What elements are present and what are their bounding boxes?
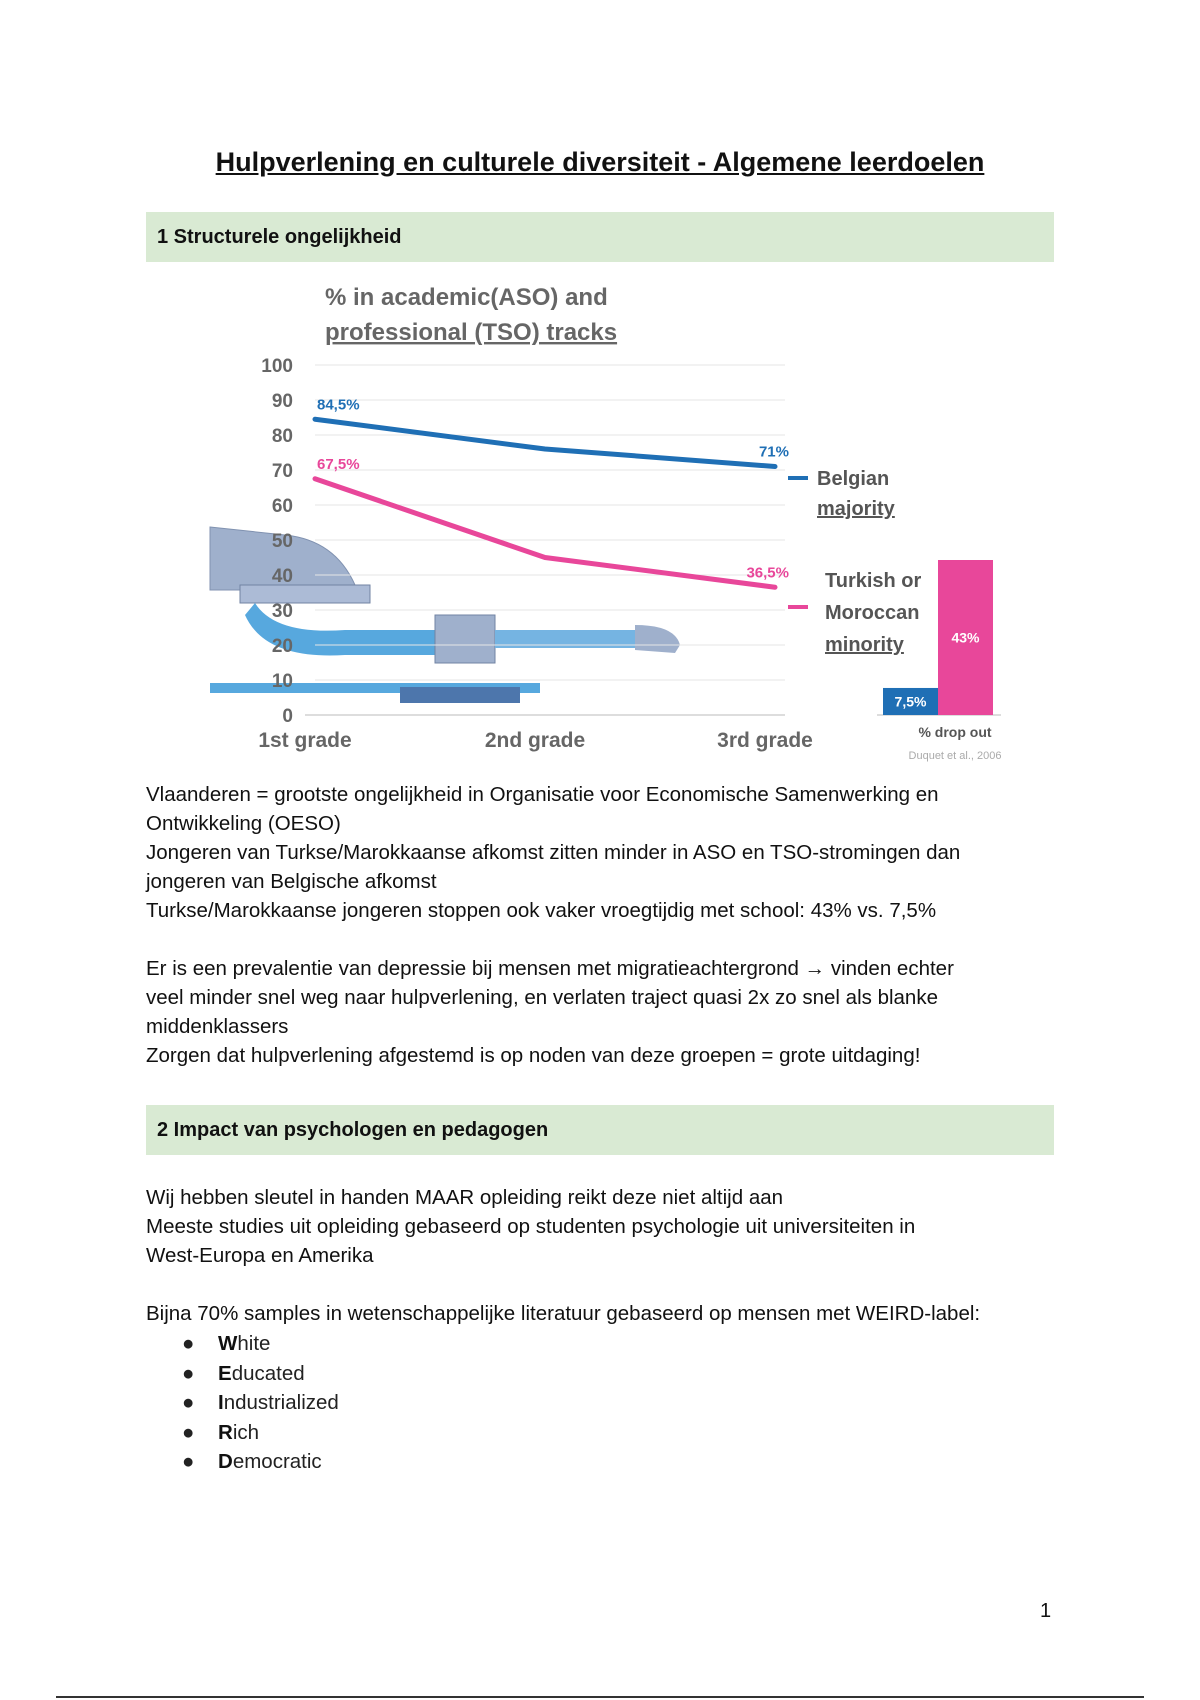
y-tick-label: 100 [261, 356, 293, 377]
data-label: 84,5% [317, 396, 360, 414]
data-label: 71% [758, 443, 789, 461]
dropout-bar-label: 7,5% [894, 693, 927, 710]
footer-divider [56, 1696, 1144, 1698]
y-tick-label: 30 [271, 601, 293, 622]
legend-label: Belgian [817, 468, 890, 490]
page-title: Hulpverlening en culturele diversiteit - Algemene leerdoelen [215, 147, 985, 177]
text-line: jongeren van Belgische afkomst [146, 870, 437, 893]
x-tick-label: 3rd grade [717, 729, 813, 752]
y-tick-label: 20 [271, 636, 293, 657]
list-item: ● Industrialized [182, 1388, 339, 1418]
text-line: middenklassers [146, 1015, 289, 1038]
y-tick-label: 80 [271, 426, 293, 447]
bullet-icon: ● [182, 1332, 195, 1355]
text-line: Jongeren van Turkse/Marokkaanse afkomst zitten minder in ASO en TSO-stromingen dan [146, 841, 961, 864]
list-item: ● Rich [182, 1418, 339, 1448]
legend-label: Turkish or [825, 570, 922, 592]
y-tick-label: 90 [271, 391, 293, 412]
x-tick-label: 2nd grade [484, 729, 586, 752]
section-1-paragraphs [146, 780, 1066, 1070]
bullet-icon: ● [182, 1450, 195, 1473]
series-line-minority [315, 479, 775, 588]
bullet-icon: ● [182, 1420, 195, 1444]
dropout-axis-label: % drop out [918, 724, 992, 740]
data-label: 36,5% [746, 564, 789, 582]
text-line: West-Europa en Amerika [146, 1244, 374, 1267]
bullet-icon: ● [182, 1391, 195, 1414]
y-tick-label: 50 [271, 531, 293, 552]
dropout-bar-label: 43% [951, 629, 980, 646]
legend-label: Moroccan [825, 602, 920, 624]
page-number: 1 [1040, 1600, 1052, 1622]
text-line: Meeste studies uit opleiding gebaseerd op studenten psychologie uit universiteiten in [146, 1215, 916, 1238]
list-item: ● Democratic [182, 1447, 339, 1477]
y-tick-label: 40 [271, 566, 293, 587]
bullet-icon: ● [182, 1361, 195, 1385]
text-line: Bijna 70% samples in wetenschappelijke literatuur gebaseerd op mensen met WEIRD-label: [146, 1302, 981, 1325]
section-heading-structural-inequality: 1 Structurele ongelijkheid [146, 212, 1054, 262]
y-tick-label: 10 [271, 671, 293, 692]
series-line-belgian [315, 419, 775, 466]
y-tick-label: 0 [282, 706, 293, 727]
legend-label: majority [817, 498, 895, 520]
section-heading-impact: 2 Impact van psychologen en pedagogen [146, 1105, 1054, 1155]
text-line: Er is een prevalentie van depressie bij mensen met migratieachtergrond → vinden echter [146, 957, 954, 980]
text-line: Wij hebben sleutel in handen MAAR opleiding reikt deze niet altijd aan [146, 1186, 784, 1209]
x-tick-label: 1st grade [258, 729, 352, 752]
list-item: ● White [182, 1329, 339, 1359]
text-line: veel minder snel weg naar hulpverlening, en verlaten traject quasi 2x zo snel als blanke [146, 986, 938, 1009]
text-line: Vlaanderen = grootste ongelijkheid in Organisatie voor Economische Samenwerking en [146, 783, 939, 806]
list-item: ● Educated [182, 1359, 339, 1389]
chart-source: Duquet et al., 2006 [908, 750, 1002, 762]
section-2-paragraphs [146, 1183, 1066, 1328]
legend-label: minority [825, 634, 904, 656]
text-line: Ontwikkeling (OESO) [146, 812, 341, 835]
y-tick-label: 60 [271, 496, 293, 517]
chart-svg [205, 285, 1005, 775]
text-line: Zorgen dat hulpverlening afgestemd is op noden van deze groepen = grote uitdaging! [146, 1044, 921, 1067]
chart-title-line-2: professional (TSO) tracks [325, 319, 618, 346]
chart-image [205, 285, 1005, 775]
y-tick-label: 70 [271, 461, 293, 482]
data-label: 67,5% [317, 455, 360, 473]
chart-title-line-1: % in academic(ASO) and [325, 285, 608, 311]
weird-list [182, 1329, 339, 1477]
text-line: Turkse/Marokkaanse jongeren stoppen ook vaker vroegtijdig met school: 43% vs. 7,5% [146, 899, 937, 922]
